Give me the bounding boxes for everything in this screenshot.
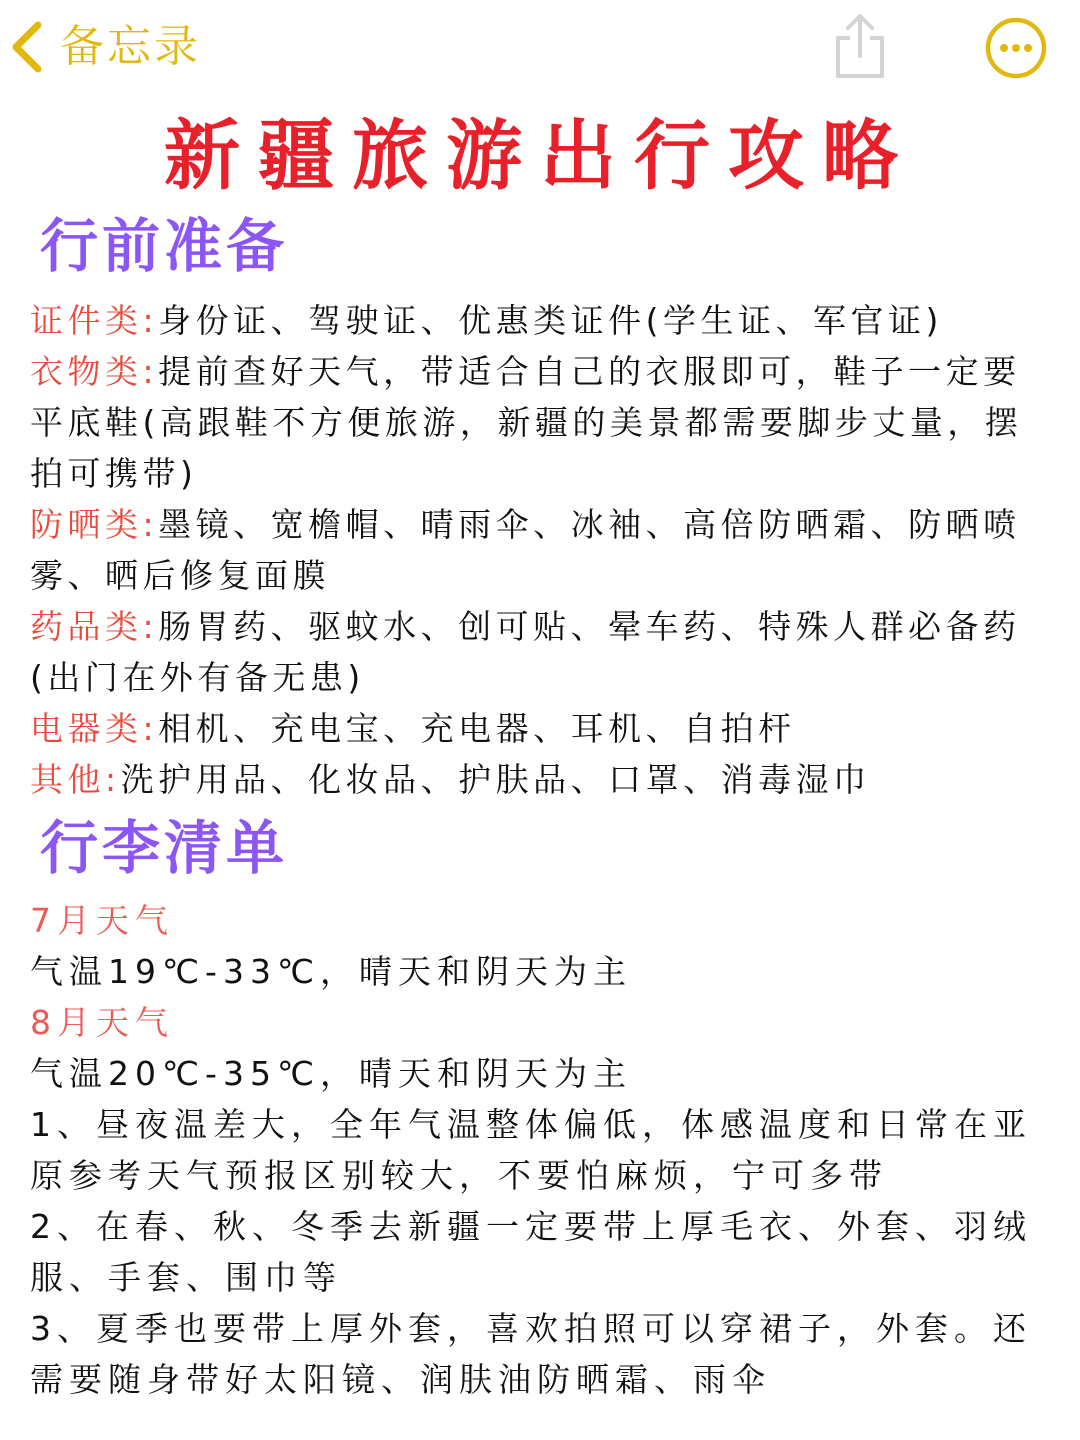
list-item-other [30, 754, 1052, 805]
list-item-medicine [30, 601, 1052, 703]
category-label: 防晒类: [30, 505, 159, 544]
chevron-left-icon [8, 20, 44, 74]
section-heading-preparation: 行前准备 [40, 212, 289, 280]
back-button[interactable] [8, 14, 201, 80]
tip-item: 2、在春、秋、冬季去新疆一定要带上厚毛衣、外套、羽绒服、手套、围巾等 [30, 1207, 1032, 1297]
category-label: 证件类: [30, 301, 159, 340]
more-button[interactable] [984, 16, 1048, 80]
weather-text-august: 气温20℃-35℃，晴天和阴天为主 [30, 1054, 633, 1093]
list-item-sun-protection [30, 499, 1052, 601]
weather-text-july: 气温19℃-33℃，晴天和阴天为主 [30, 952, 633, 991]
preparation-list [30, 295, 1052, 805]
item-text: 墨镜、宽檐帽、晴雨伞、冰袖、高倍防晒霜、防晒喷雾、晒后修复面膜 [30, 505, 1021, 595]
tip-item: 1、昼夜温差大，全年气温整体偏低，体感温度和日常在亚原参考天气预报区别较大，不要怕麻烦，宁可多带 [30, 1105, 1032, 1195]
category-label: 药品类: [30, 607, 159, 646]
weather-month-august: 8月天气 [30, 1003, 174, 1042]
list-item-documents [30, 295, 1052, 346]
more-icon [984, 16, 1048, 80]
item-text: 提前查好天气，带适合自己的衣服即可，鞋子一定要平底鞋(高跟鞋不方便旅游，新疆的美景都需要脚步丈量，摆拍可携带) [30, 352, 1023, 493]
packing-list [30, 895, 1052, 1405]
item-text: 肠胃药、驱蚊水、创可贴、晕车药、特殊人群必备药(出门在外有备无患) [30, 607, 1021, 697]
share-icon [828, 8, 892, 82]
category-label: 其他: [30, 760, 121, 799]
list-item-electronics [30, 703, 1052, 754]
category-label: 电器类: [30, 709, 159, 748]
back-label: 备忘录 [60, 21, 201, 72]
item-text: 身份证、驾驶证、优惠类证件(学生证、军官证) [158, 301, 943, 340]
item-text: 相机、充电宝、充电器、耳机、自拍杆 [158, 709, 796, 748]
list-item-clothing [30, 346, 1052, 499]
note-title: 新疆旅游出行攻略 [164, 111, 916, 200]
section-heading-packing-list: 行李清单 [40, 814, 289, 882]
share-button[interactable] [828, 8, 892, 82]
item-text: 洗护用品、化妆品、护肤品、口罩、消毒湿巾 [120, 760, 871, 799]
category-label: 衣物类: [30, 352, 159, 391]
navigation-bar [0, 0, 1080, 100]
weather-month-july: 7月天气 [30, 901, 174, 940]
tip-item: 3、夏季也要带上厚外套，喜欢拍照可以穿裙子，外套。还需要随身带好太阳镜、润肤油防晒霜、雨伞 [30, 1309, 1032, 1399]
